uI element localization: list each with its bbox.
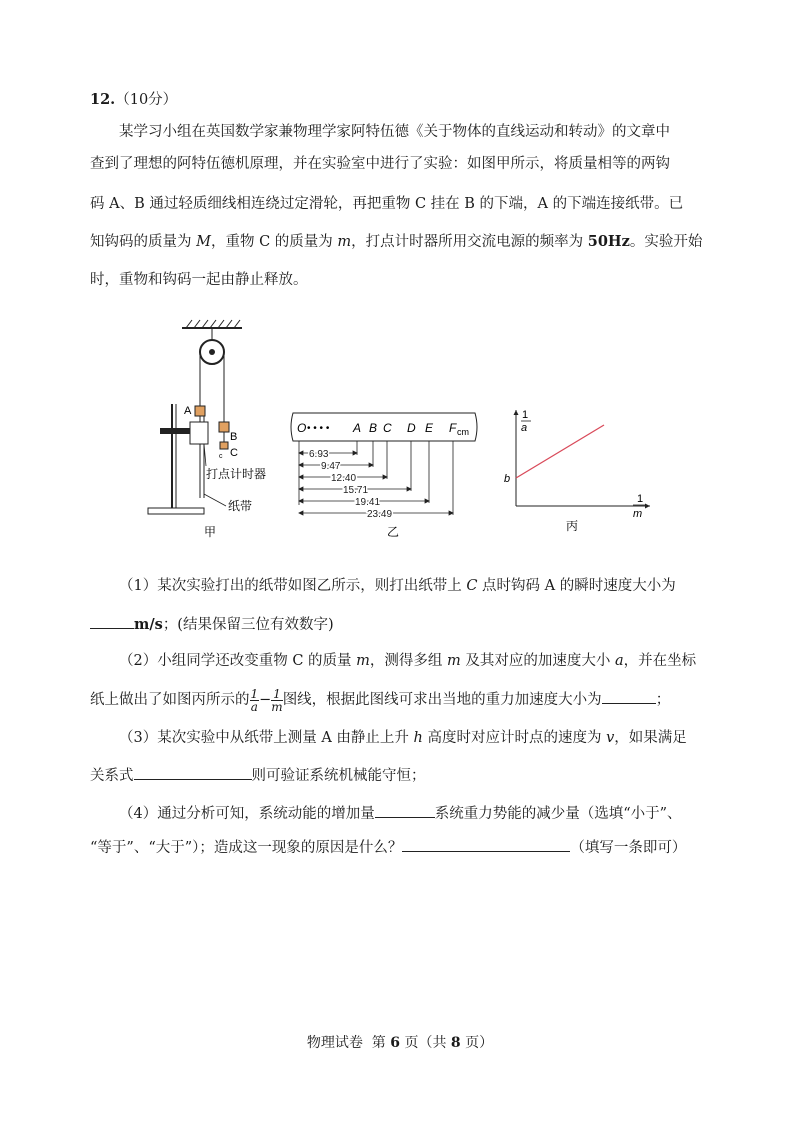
- x-axis-den: m: [633, 508, 643, 520]
- fraction-1-over-a: $\frac{1}{a}$: [250, 686, 259, 714]
- label-c-small: c: [219, 453, 223, 460]
- part-1-line-2: m/s；(结果保留三位有效数字): [90, 613, 334, 635]
- tape-dots: • • • •: [307, 423, 330, 434]
- y-axis-den: a: [521, 422, 528, 434]
- point-B: B: [369, 421, 378, 435]
- dist-OE: 19.41: [355, 497, 381, 508]
- x-axis-num: 1: [637, 493, 644, 505]
- intro-line-2: 查到了理想的阿特伍德机原理，并在实验室中进行了实验：如图甲所示，将质量相等的两钩: [90, 156, 670, 172]
- caption-yi: 乙: [387, 525, 400, 539]
- figure-yi: [285, 405, 480, 540]
- part-2-line-1: （2）小组同学还改变重物 C 的质量 m，测得多组 m 及其对应的加速度大小 a，并在坐标: [119, 653, 697, 669]
- part-3-line-2: 关系式 则可验证系统机械能守恒；: [90, 764, 426, 786]
- page-footer: 物理试卷 第 6 页（共 8 页）: [306, 1035, 494, 1051]
- dist-OD: 15.71: [343, 485, 369, 496]
- intro-line-3: 码 A、B 通过轻质细线相连绕过定滑轮，再把重物 C 挂在 B 的下端，A 的下端连接纸带。已: [90, 196, 684, 212]
- question-score: （10分）: [115, 92, 178, 108]
- answer-blank-2[interactable]: [602, 688, 656, 704]
- question-header: [90, 90, 177, 110]
- label-C: C: [230, 447, 238, 459]
- point-O: O: [297, 421, 307, 435]
- part-4-line-1: （4）通过分析可知，系统动能的增加量 系统重力势能的减少量（选填“小于”、: [119, 802, 682, 824]
- part-2-line-2: 纸上做出了如图丙所示的 $\frac{1}{a}$ − $\frac{1}{m}$ 图线，根据此图线可求出当地的重力加速度大小为 ；: [90, 686, 671, 714]
- point-E: E: [425, 421, 434, 435]
- point-C: C: [383, 421, 392, 435]
- mass-C: [220, 442, 228, 449]
- part-1-line-1: （1）某次实验打出的纸带如图乙所示，则打出纸带上 C 点时钩码 A 的瞬时速度大小为: [119, 578, 676, 594]
- intro-line-1: 某学习小组在英国数学家兼物理学家阿特伍德《关于物体的直线运动和转动》的文章中: [119, 124, 670, 140]
- mass-M: M: [196, 234, 211, 250]
- answer-blank-3[interactable]: [134, 764, 252, 780]
- question-number: 12.: [90, 91, 116, 108]
- answer-blank-4[interactable]: [375, 802, 435, 818]
- mass-m: m: [337, 234, 352, 250]
- dist-OC: 12.40: [331, 473, 357, 484]
- fraction-1-over-m: $\frac{1}{m}$: [271, 686, 283, 714]
- dist-OA: 6.93: [309, 449, 329, 460]
- point-D: D: [407, 421, 416, 435]
- answer-blank-1[interactable]: [90, 613, 134, 629]
- mass-A: [195, 406, 205, 416]
- label-timer: 打点计时器: [206, 467, 267, 481]
- caption-bing: 丙: [566, 519, 579, 533]
- intro-line-4: 知钩码的质量为 M，重物 C 的质量为 m，打点计时器所用交流电源的频率为 50Hz。实验开始: [90, 233, 703, 250]
- part-4-line-2: “等于”、“大于”）；造成这一现象的原因是什么？ （填写一条即可）: [90, 836, 686, 858]
- y-axis-num: 1: [522, 409, 529, 421]
- part-3-line-1: （3）某次实验中从纸带上测量 A 由静止上升 h 高度时对应计时点的速度为 v，如果满足: [119, 730, 687, 746]
- page-number: 6: [390, 1035, 400, 1051]
- intercept-b: b: [504, 473, 511, 485]
- unit-cm: cm: [457, 427, 469, 437]
- frequency: 50Hz: [587, 233, 630, 250]
- figure-jia: [138, 318, 278, 540]
- caption-jia: 甲: [204, 525, 217, 539]
- figure-bing: [500, 402, 660, 540]
- point-F: F: [449, 421, 457, 435]
- total-pages: 8: [450, 1035, 461, 1051]
- dist-OB: 9.47: [321, 461, 341, 472]
- timer: [190, 422, 208, 444]
- label-B: B: [230, 431, 238, 443]
- label-tape: 纸带: [228, 499, 253, 513]
- answer-blank-5[interactable]: [402, 836, 570, 852]
- mass-B: [219, 422, 229, 432]
- intro-line-5: 时，重物和钩码一起由静止释放。: [90, 272, 308, 288]
- fit-line: [516, 425, 604, 478]
- point-A: A: [353, 421, 362, 435]
- label-A: A: [184, 405, 192, 417]
- dist-OF: 23.49: [367, 509, 393, 520]
